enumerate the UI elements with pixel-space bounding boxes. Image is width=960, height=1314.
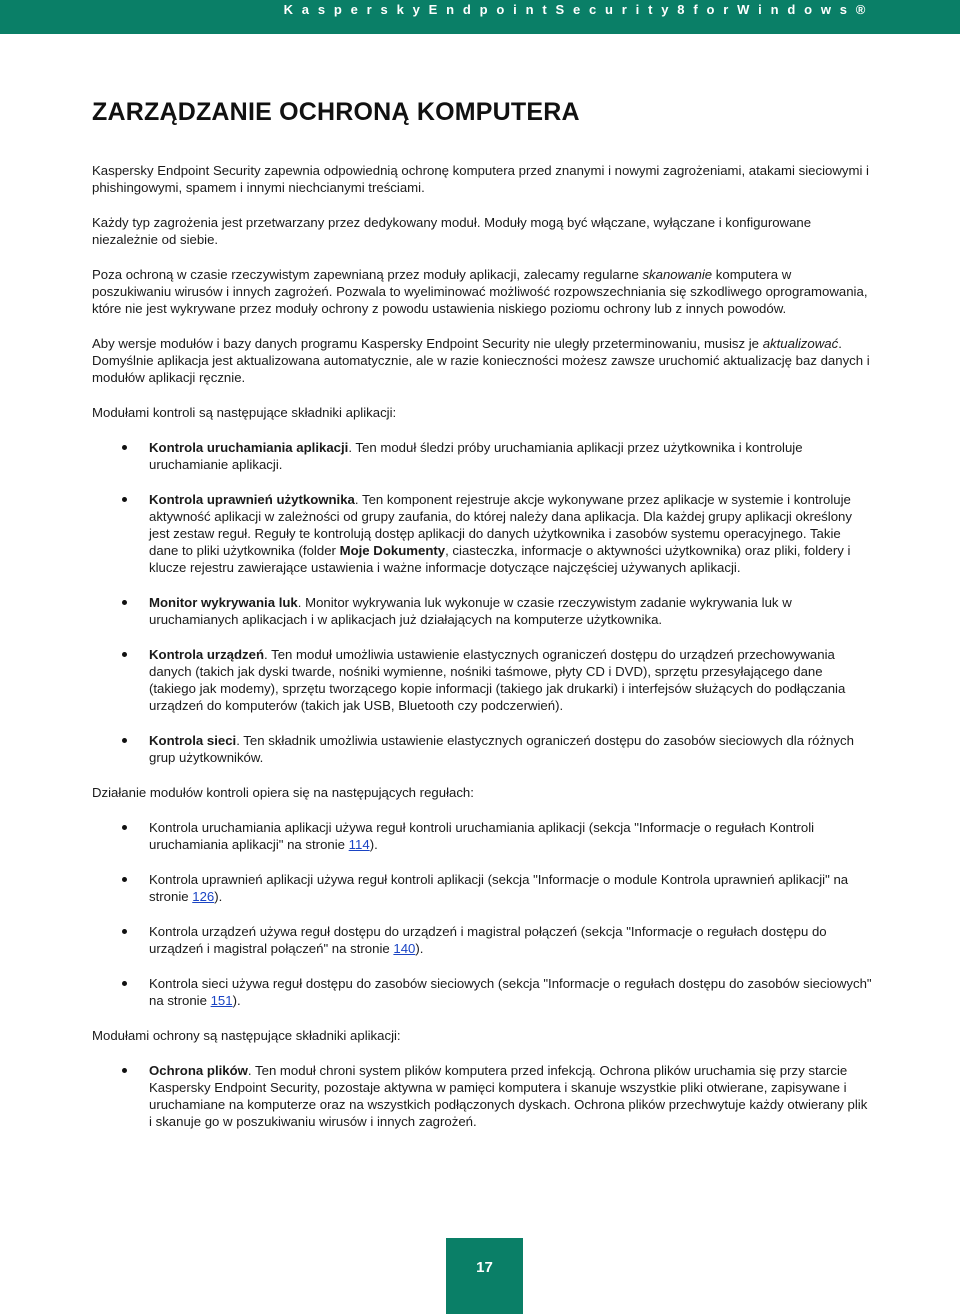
- page-number-tab: [446, 1238, 523, 1314]
- list-item: [92, 732, 872, 766]
- rule-text: Kontrola urządzeń używa reguł dostępu do urządzeń i magistral połączeń (sekcja "Informacje o regułach dostępu do urządzeń i magistral połączeń" na stronie: [149, 924, 827, 956]
- list-item: [92, 646, 872, 714]
- paragraph-modules: Każdy typ zagrożenia jest przetwarzany przez dedykowany moduł. Moduły mogą być włączane, wyłączane i konfigurowane niezależnie od siebie.: [92, 215, 812, 247]
- text: Aby wersje modułów i bazy danych programu Kaspersky Endpoint Security nie uległy przeterminowaniu, musisz je: [92, 336, 763, 351]
- module-description: . Monitor wykrywania luk wykonuje w czasie rzeczywistym zadanie wykrywania luk w uruchamianych aplikacjach i w aplikacjach już działających na komputerze użytkownika.: [149, 595, 792, 627]
- module-description: . Ten moduł chroni system plików komputera przed infekcją. Ochrona plików uruchamia się przy starcie Kaspersky Endpoint Security, pozostaje aktywna w pamięci komputera i skanuje wszystkie pliki otwierane, zapisywane i uruchamiane na komputerze oraz na wszystkich podłączonych dyskach. Ochrona plików przechwytuje każdy otwierany plik i skanuje go w poszukiwaniu wirusów i innych zagrożeń.: [149, 1063, 868, 1129]
- control-modules-list: [92, 439, 872, 766]
- header-bar: [0, 0, 960, 34]
- module-name: Kontrola urządzeń: [149, 647, 265, 662]
- paragraph-updates: [92, 335, 872, 386]
- module-description: , ciasteczka, informacje o aktywności użytkownika) oraz pliki, foldery i klucze rejestru zawierające ustawienia i ważne informacje dotyczące najczęściej używanych aplikacji.: [149, 543, 851, 575]
- rules-list: [92, 819, 872, 1009]
- rule-end: ).: [232, 993, 241, 1008]
- list-item: [92, 923, 872, 957]
- rule-end: ).: [214, 889, 223, 904]
- module-description: . Ten moduł śledzi próby uruchamiania aplikacji przez użytkownika i kontroluje uruchamianie aplikacji.: [149, 440, 803, 472]
- page-number: 17: [476, 1259, 493, 1276]
- page-link-114[interactable]: 114: [348, 837, 370, 852]
- list-item: [92, 1062, 872, 1130]
- list-item: [92, 491, 872, 576]
- list-item: [92, 594, 872, 628]
- page-link-140[interactable]: 140: [393, 941, 416, 956]
- document-body: [92, 92, 872, 1148]
- emphasis: skanowanie: [642, 267, 713, 282]
- protection-modules-list: [92, 1062, 872, 1130]
- module-name: Kontrola uruchamiania aplikacji: [149, 440, 349, 455]
- rule-text: Kontrola sieci używa reguł dostępu do zasobów sieciowych (sekcja "Informacje o regułach dostępu do zasobów sieciowych" na stronie: [149, 976, 872, 1008]
- list-item: [92, 819, 872, 853]
- header-title: K a s p e r s k y E n d p o i n t S e c u r i t y 8 f o r W i n d o w s ®: [283, 2, 868, 17]
- text: Poza ochroną w czasie rzeczywistym zapewnianą przez moduły aplikacji, zalecamy regularne: [92, 267, 643, 282]
- module-name: Ochrona plików: [149, 1063, 248, 1078]
- folder-name: Moje Dokumenty: [339, 543, 446, 558]
- module-name: Monitor wykrywania luk: [149, 595, 298, 610]
- page-title: ZARZĄDZANIE OCHRONĄ KOMPUTERA: [92, 98, 580, 126]
- module-description: . Ten moduł umożliwia ustawienie elastycznych ograniczeń dostępu do urządzeń przechowywania danych (takich jak dyski twarde, nośniki wymienne, nośniki taśmowe, płyty CD i DVD), sprzętu przesyłającego dane (takiego jak modemy), sprzętu tworzącego kopie informacji (takiego jak drukarki) i interfejsów służących do podłączania urządzeń do komputerów (takich jak USB, Bluetooth czy podczerwień).: [149, 647, 846, 713]
- module-name: Kontrola uprawnień użytkownika: [149, 492, 355, 507]
- list-item: [92, 439, 872, 473]
- module-description: . Ten składnik umożliwia ustawienie elastycznych ograniczeń dostępu do zasobów sieciowych dla różnych grup użytkowników.: [149, 733, 854, 765]
- list-item: [92, 871, 872, 905]
- page-link-151[interactable]: 151: [210, 993, 233, 1008]
- emphasis: aktualizować: [762, 336, 839, 351]
- rule-end: ).: [369, 837, 378, 852]
- rule-end: ).: [415, 941, 424, 956]
- list-item: [92, 975, 872, 1009]
- rule-text: Kontrola uprawnień aplikacji używa reguł kontroli aplikacji (sekcja "Informacje o module Kontrola uprawnień aplikacji" na stronie: [149, 872, 849, 904]
- paragraph-scanning: [92, 266, 872, 317]
- text: . Domyślnie aplikacja jest aktualizowana automatycznie, ale w razie konieczności możesz zawsze uruchomić aktualizację baz danych i modułów aplikacji ręcznie.: [92, 336, 870, 385]
- paragraph-control-intro: Modułami kontroli są następujące składniki aplikacji:: [92, 405, 397, 420]
- paragraph-rules-intro: Działanie modułów kontroli opiera się na następujących regułach:: [92, 785, 474, 800]
- rule-text: Kontrola uruchamiania aplikacji używa reguł kontroli uruchamiania aplikacji (sekcja "Informacje o regułach Kontroli uruchamiania aplikacji" na stronie: [149, 820, 815, 852]
- module-description: . Ten komponent rejestruje akcje wykonywane przez aplikacje w systemie i kontroluje aktywność aplikacji w zależności od grupy zaufania, do której należy dana aplikacja. Dla każdej grupy aplikacji określony jest zestaw reguł. Reguły te kontrolują dostęp aplikacji do danych użytkownika i zasobów systemu operacyjnego. Takie dane to pliki użytkownika (folder: [149, 492, 852, 558]
- page-link-126[interactable]: 126: [192, 889, 215, 904]
- text: komputera w poszukiwaniu wirusów i innych zagrożeń. Pozwala to wyeliminować możliwość rozpowszechniania się szkodliwego oprogramowania, które nie jest wykrywane przez moduły ochrony z powodu ustawienia niskiego poziomu ochrony lub z innych powodów.: [92, 267, 868, 316]
- module-name: Kontrola sieci: [149, 733, 237, 748]
- paragraph-intro: Kaspersky Endpoint Security zapewnia odpowiednią ochronę komputera przed znanymi i nowymi zagrożeniami, atakami sieciowymi i phishingowymi, spamem i innymi niechcianymi treściami.: [92, 163, 869, 195]
- paragraph-protection-intro: Modułami ochrony są następujące składniki aplikacji:: [92, 1028, 401, 1043]
